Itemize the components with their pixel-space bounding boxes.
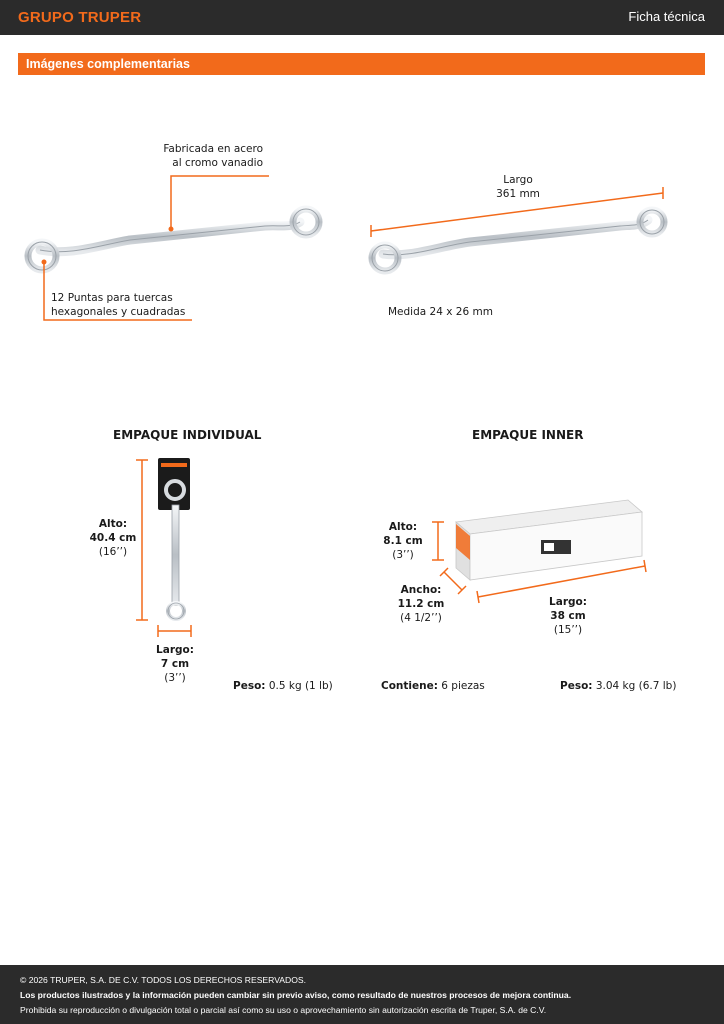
footer-copyright: © 2026 TRUPER, S.A. DE C.V. TODOS LOS DERECHOS RESERVADOS. (20, 975, 307, 985)
inner-weight-label: Peso: (560, 680, 593, 692)
footer-bar (0, 965, 724, 1024)
inner-weight (560, 679, 676, 693)
individual-package-title: EMPAQUE INDIVIDUAL (113, 428, 262, 442)
points-callout-text (51, 291, 185, 319)
individual-width-in: (3’’) (164, 672, 186, 684)
length-callout-text (478, 173, 558, 201)
brand-logo: GRUPO TRUPER (18, 9, 142, 26)
points-line-2: hexagonales y cuadradas (51, 306, 186, 318)
inner-contains-label: Contiene: (381, 680, 438, 692)
document-type: Ficha técnica (628, 9, 705, 24)
individual-height-text (86, 517, 140, 559)
inner-length-in: (15’’) (553, 624, 583, 636)
footer-notice: Los productos ilustrados y la información pueden cambiar sin previo aviso, como resultado de nuestros procesos de mejora continua. (20, 990, 572, 1000)
individual-width-text (148, 643, 202, 685)
individual-height-label: Alto: (98, 518, 128, 530)
material-line-1: Fabricada en acero (163, 143, 263, 155)
inner-length-cm: 38 cm (550, 610, 586, 622)
section-title: Imágenes complementarias (26, 57, 190, 71)
inner-width-in: (4 1/2’’) (400, 612, 442, 624)
inner-width-text (394, 583, 448, 625)
individual-weight (233, 679, 333, 693)
individual-height-in: (16’’) (98, 546, 128, 558)
inner-width-cm: 11.2 cm (397, 598, 445, 610)
inner-contains (381, 679, 485, 693)
wrench-left-body (28, 209, 319, 270)
length-label: Largo (503, 174, 533, 186)
individual-weight-value: 0.5 kg (1 lb) (268, 680, 333, 692)
wrench-right-body (372, 210, 664, 271)
individual-weight-label: Peso: (233, 680, 266, 692)
inner-height-in: (3’’) (392, 549, 414, 561)
inner-length-label: Largo: (549, 596, 587, 608)
individual-package-image (158, 458, 190, 619)
inner-height-cm: 8.1 cm (383, 535, 423, 547)
inner-height-text (380, 520, 426, 562)
inner-package-title: EMPAQUE INNER (472, 428, 584, 442)
individual-height-cm: 40.4 cm (89, 532, 137, 544)
inner-length-text (540, 595, 596, 637)
length-value: 361 mm (496, 188, 540, 200)
material-line-2: al cromo vanadio (172, 157, 263, 169)
inner-height-dimension (432, 522, 444, 560)
inner-package-image (456, 500, 642, 580)
individual-width-cm: 7 cm (160, 658, 190, 670)
inner-height-label: Alto: (388, 521, 418, 533)
inner-width-label: Ancho: (400, 584, 442, 596)
individual-width-label: Largo: (156, 644, 194, 656)
inner-contains-value: 6 piezas (441, 680, 485, 692)
points-line-1: 12 Puntas para tuercas (51, 292, 173, 304)
individual-width-dimension (158, 625, 191, 637)
footer-prohibition: Prohibida su reproducción o divulgación total o parcial así como su uso o aprovechamiento sin autorización escrita de Truper, S.A. de C.V. (20, 1005, 547, 1015)
material-callout-text (163, 142, 263, 170)
inner-weight-value: 3.04 kg (6.7 lb) (595, 680, 677, 692)
measure-text: Medida 24 x 26 mm (388, 306, 493, 318)
